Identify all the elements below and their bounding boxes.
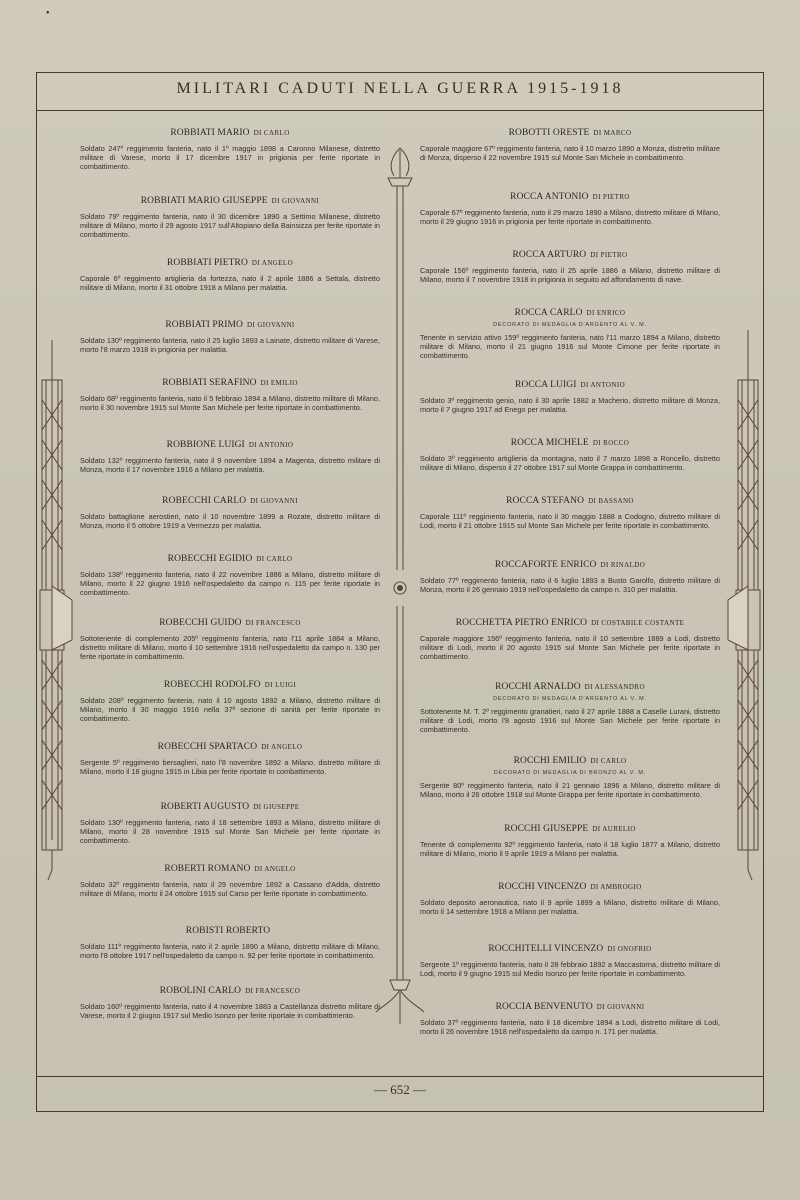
page-title: MILITARI CADUTI NELLA GUERRA 1915-1918 bbox=[176, 80, 624, 97]
casualty-record: Caporale 111º reggimento fanteria, nato il 30 maggio 1888 a Codogno, distretto militare di Lodi, morto il 21 ottobre 1915 sul Monte San Michele per ferite riportate in combattimento. bbox=[420, 512, 720, 531]
casualty-surname: ROBERTI AUGUSTO bbox=[160, 802, 250, 812]
casualty-patronymic: DI ANGELO bbox=[254, 865, 296, 873]
casualty-entry bbox=[420, 682, 720, 756]
casualty-record: Soldato 77º reggimento fanteria, nato il 6 luglio 1893 a Busto Garolfo, distretto militare di Monza, morto il 26 gennaio 1919 nell'ospedaletto da campo n. 310 per malattia. bbox=[420, 576, 720, 595]
casualty-surname: ROBBIATI MARIO bbox=[170, 128, 250, 138]
casualty-name bbox=[80, 680, 380, 690]
casualty-record: Soldato 130º reggimento fanteria, nato il 25 luglio 1893 a Lainate, distretto militare di Varese, morto l'8 marzo 1918 in prigionia per malattia. bbox=[80, 336, 380, 355]
casualty-patronymic: DI ROCCO bbox=[592, 439, 630, 447]
casualty-entry bbox=[80, 742, 380, 802]
casualty-patronymic: DI ENRICO bbox=[586, 309, 626, 317]
casualty-patronymic: DI ANTONIO bbox=[248, 441, 294, 449]
casualty-entry bbox=[80, 258, 380, 320]
casualty-name bbox=[420, 192, 720, 202]
casualty-entry bbox=[80, 554, 380, 618]
casualty-entry bbox=[420, 882, 720, 944]
casualty-entry bbox=[420, 380, 720, 438]
casualty-patronymic: DI GIOVANNI bbox=[596, 1003, 645, 1011]
casualty-record: Soldato 68º reggimento fanteria, nato il 5 febbraio 1894 a Milano, distretto militare di Milano, morto il 30 novembre 1915 sul Monte San Michele per ferite riportate in combattimento. bbox=[80, 394, 380, 413]
casualty-entry bbox=[80, 128, 380, 196]
casualty-entry bbox=[80, 986, 380, 1046]
casualty-entry bbox=[80, 320, 380, 378]
casualty-name bbox=[420, 824, 720, 834]
casualty-name bbox=[80, 440, 380, 450]
casualty-entry bbox=[420, 128, 720, 192]
casualty-entry bbox=[80, 864, 380, 926]
casualty-entry bbox=[80, 496, 380, 554]
casualty-record: Soldato 37º reggimento fanteria, nato il 18 dicembre 1894 a Lodi, distretto militare di Lodi, morto il 26 novembre 1918 nell'ospedaletto da campo n. 171 per malattia. bbox=[420, 1018, 720, 1037]
casualty-surname: ROBECCHI GUIDO bbox=[159, 618, 242, 628]
casualty-record: Sergente 1º reggimento fanteria, nato il 28 febbraio 1892 a Maccastorna, distretto militare di Lodi, morto il 9 giugno 1915 sul Medio Isonzo per ferite riportate in combattimento. bbox=[420, 960, 720, 979]
casualty-name bbox=[420, 308, 720, 318]
casualty-patronymic: DI RINALDO bbox=[600, 561, 646, 569]
casualty-surname: ROCCA CARLO bbox=[514, 308, 583, 318]
casualty-surname: ROCCIA BENVENUTO bbox=[495, 1002, 593, 1012]
casualty-surname: ROCCHETTA PIETRO ENRICO bbox=[455, 618, 588, 628]
casualty-record: Soldato 79º reggimento fanteria, nato il 30 dicembre 1890 a Settimo Milanese, distretto militare di Milano, morto il 29 agosto 1917 sull'Altopiano della Bainsizza per ferite riportate in combattimento. bbox=[80, 212, 380, 240]
casualty-name bbox=[420, 380, 720, 390]
casualty-record: Soldato 3º reggimento artiglieria da montagna, nato il 7 marzo 1898 a Roncello, distretto militare di Milano, disperso il 27 ottobre 1917 sul Monte Grappa in combattimento. bbox=[420, 454, 720, 473]
casualty-entry bbox=[420, 756, 720, 824]
casualty-surname: ROBBIATI MARIO GIUSEPPE bbox=[140, 196, 268, 206]
page-number: — 652 — bbox=[374, 1082, 426, 1097]
casualty-patronymic: DI FRANCESCO bbox=[245, 619, 301, 627]
casualty-name bbox=[420, 250, 720, 260]
casualty-name bbox=[80, 742, 380, 752]
casualty-patronymic: DI COSTABILE COSTANTE bbox=[591, 619, 685, 627]
casualty-record: Caporale 67º reggimento fanteria, nato il 29 marzo 1890 a Milano, distretto militare di Milano, morto il 29 giugno 1916 in prigionia per ferite riportate in combattimento. bbox=[420, 208, 720, 227]
casualty-patronymic: DI CARLO bbox=[256, 555, 293, 563]
casualty-patronymic: DI EMILIO bbox=[260, 379, 298, 387]
casualty-surname: ROBISTI ROBERTO bbox=[185, 926, 271, 936]
casualty-record: Sergente 80º reggimento fanteria, nato il 21 gennaio 1896 a Milano, distretto militare di Milano, morto il 26 ottobre 1918 sul Monte Grappa per ferite riportate in combattimento. bbox=[420, 781, 720, 800]
casualty-name bbox=[420, 128, 720, 138]
casualty-name bbox=[420, 1002, 720, 1012]
casualty-record: Soldato deposito aeronautica, nato il 9 aprile 1899 a Milano, distretto militare di Milano, morto il 14 settembre 1918 a Milano per malattia. bbox=[420, 898, 720, 917]
casualty-surname: ROCCHI GIUSEPPE bbox=[504, 824, 589, 834]
casualty-patronymic: DI CARLO bbox=[253, 129, 290, 137]
casualty-record: Caporale maggiore 67º reggimento fanteria, nato il 10 marzo 1890 a Monza, distretto militare di Monza, disperso il 22 novembre 1915 sul Monte San Michele in combattimento. bbox=[420, 144, 720, 163]
casualty-record: Soldato battaglione aerostieri, nato il 10 novembre 1899 a Rozate, distretto militare di Monza, morto il 5 ottobre 1919 a Vermezzo per malattia. bbox=[80, 512, 380, 531]
casualty-surname: ROCCHI ARNALDO bbox=[495, 682, 581, 692]
casualty-decoration: DECORATO DI MEDAGLIA D'ARGENTO AL V. M. bbox=[493, 322, 647, 328]
casualty-entry bbox=[420, 438, 720, 496]
casualty-record: Sergente 5º reggimento bersaglieri, nato l'8 novembre 1892 a Milano, distretto militare di Milano, morto il 18 giugno 1915 in Libia per ferite riportate in combattimento. bbox=[80, 758, 380, 777]
casualty-patronymic: DI GIOVANNI bbox=[247, 321, 295, 329]
casualty-entry bbox=[420, 496, 720, 560]
casualty-patronymic: DI CARLO bbox=[590, 757, 627, 765]
casualty-patronymic: DI GIOVANNI bbox=[271, 197, 320, 205]
casualty-entry bbox=[420, 824, 720, 882]
casualty-patronymic: DI ANTONIO bbox=[580, 381, 626, 389]
casualty-entry bbox=[420, 308, 720, 380]
casualty-patronymic: DI GIUSEPPE bbox=[253, 803, 300, 811]
casualty-record: Soldato 160º reggimento fanteria, nato il 4 novembre 1883 a Castellanza distretto militare di Varese, morto il 2 giugno 1917 sul Medio Isonzo per ferite riportate in combattimento. bbox=[80, 1002, 380, 1021]
casualty-surname: ROCCA ANTONIO bbox=[510, 192, 589, 202]
casualty-surname: ROBOTTI ORESTE bbox=[508, 128, 590, 138]
casualty-patronymic: DI ONOFRIO bbox=[607, 945, 652, 953]
casualty-decoration: DECORATO DI MEDAGLIA D'ARGENTO AL V. M. bbox=[493, 696, 647, 702]
casualty-record: Soldato 130º reggimento fanteria, nato il 18 settembre 1893 a Milano, distretto militare di Milano, morto il 28 novembre 1915 sul Monte San Michele per ferite riportate in combattimento. bbox=[80, 818, 380, 846]
casualty-name bbox=[80, 258, 380, 268]
casualty-entry bbox=[420, 250, 720, 308]
casualty-patronymic: DI GIOVANNI bbox=[250, 497, 298, 505]
casualty-name bbox=[80, 320, 380, 330]
casualty-entry bbox=[420, 560, 720, 618]
casualty-surname: ROBECCHI SPARTACO bbox=[157, 742, 258, 752]
casualty-record: Soldato 132º reggimento fanteria, nato il 9 novembre 1894 a Magenta, distretto militare di Monza, morto il 17 novembre 1916 a Milano per malattia. bbox=[80, 456, 380, 475]
casualty-patronymic: DI ANGELO bbox=[261, 743, 303, 751]
casualty-record: Sottotenente M. T. 2º reggimento granatieri, nato il 27 aprile 1888 a Caselle Lurani, distretto militare di Lodi, morto l'8 agosto 1916 sul Monte San Michele per ferite riportate in combattimento. bbox=[420, 707, 720, 735]
casualty-record: Sottotenente di complemento 205º reggimento fanteria, nato l'11 aprile 1884 a Milano, distretto militare di Milano, morto il 10 settembre 1916 nell'ospedaletto da campo n. 130 per ferite riportate in combattimento. bbox=[80, 634, 380, 662]
casualty-record: Soldato 208º reggimento fanteria, nato il 10 agosto 1892 a Milano, distretto militare di Milano, morto il 30 maggio 1916 nella 37ª sezione di sanità per ferite riportate in combattimento. bbox=[80, 696, 380, 724]
casualty-patronymic: DI FRANCESCO bbox=[245, 987, 301, 995]
casualty-entry bbox=[420, 944, 720, 1002]
casualty-surname: ROCCA STEFANO bbox=[506, 496, 585, 506]
casualty-record: Soldato 111º reggimento fanteria, nato il 2 aprile 1890 a Milano, distretto militare di Milano, morto l'8 ottobre 1917 nell'ospedaletto da campo n. 92 per ferite riportate in combattimento. bbox=[80, 942, 380, 961]
casualty-surname: ROCCHI VINCENZO bbox=[498, 882, 587, 892]
casualty-patronymic: DI AMBROGIO bbox=[590, 883, 642, 891]
casualty-surname: ROBECCHI RODOLFO bbox=[163, 680, 261, 690]
casualty-surname: ROBERTI ROMANO bbox=[164, 864, 251, 874]
casualty-name bbox=[420, 682, 720, 692]
casualty-record: Soldato 247º reggimento fanteria, nato il 1º maggio 1898 a Caronno Milanese, distretto militare di Varese, morto il 17 dicembre 1917 in prigionia per ferite riportate in combattimento. bbox=[80, 144, 380, 172]
casualty-entry bbox=[80, 196, 380, 258]
casualty-entry bbox=[80, 926, 380, 986]
casualty-surname: ROBECCHI EGIDIO bbox=[167, 554, 253, 564]
casualty-patronymic: DI ALESSANDRO bbox=[584, 683, 645, 691]
casualty-surname: ROCCHI EMILIO bbox=[513, 756, 587, 766]
casualty-surname: ROCCA LUIGI bbox=[514, 380, 577, 390]
casualty-surname: ROCCHITELLI VINCENZO bbox=[488, 944, 604, 954]
casualty-name bbox=[420, 944, 720, 954]
casualty-entry bbox=[420, 1002, 720, 1052]
casualty-patronymic: DI PIETRO bbox=[592, 193, 630, 201]
casualty-record: Caporale 156º reggimento fanteria, nato il 25 aprile 1886 a Milano, distretto militare di Milano, morto il 7 novembre 1918 in prigionia in seguito ad affondamento di nave. bbox=[420, 266, 720, 285]
casualty-record: Soldato 3º reggimento genio, nato il 30 aprile 1882 a Macherio, distretto militare di Monza, morto il 7 giugno 1917 ad Enego per malattia. bbox=[420, 396, 720, 415]
casualty-name bbox=[420, 438, 720, 448]
casualty-name bbox=[420, 756, 720, 766]
casualty-name bbox=[420, 882, 720, 892]
casualty-name bbox=[80, 802, 380, 812]
casualty-name bbox=[80, 196, 380, 206]
casualty-entry bbox=[80, 618, 380, 680]
casualty-entry bbox=[80, 802, 380, 864]
casualty-patronymic: DI BASSANO bbox=[588, 497, 634, 505]
casualty-name bbox=[420, 496, 720, 506]
casualty-name bbox=[80, 618, 380, 628]
casualty-surname: ROBBIATI PRIMO bbox=[165, 320, 244, 330]
casualty-name bbox=[80, 554, 380, 564]
casualty-surname: ROBBIONE LUIGI bbox=[166, 440, 245, 450]
casualty-patronymic: DI MARCO bbox=[593, 129, 632, 137]
casualty-surname: ROBBIATI SERAFINO bbox=[162, 378, 257, 388]
casualty-surname: ROBOLINI CARLO bbox=[159, 986, 242, 996]
casualty-name bbox=[80, 496, 380, 506]
casualty-surname: ROBECCHI CARLO bbox=[162, 496, 247, 506]
casualty-entry bbox=[80, 378, 380, 440]
scan-speck: • bbox=[46, 8, 50, 19]
title-divider bbox=[36, 110, 764, 111]
footer-divider bbox=[36, 1076, 764, 1077]
casualty-name bbox=[420, 618, 720, 628]
casualty-name bbox=[420, 560, 720, 570]
casualty-entry bbox=[80, 440, 380, 496]
casualty-record: Soldato 138º reggimento fanteria, nato il 22 novembre 1886 a Milano, distretto militare di Milano, morto il 22 giugno 1916 nell'ospedaletto da campo n. 115 per ferite riportate in combattimento. bbox=[80, 570, 380, 598]
casualty-record: Soldato 32º reggimento fanteria, nato il 29 novembre 1892 a Cassano d'Adda, distretto militare di Milano, morto il 24 ottobre 1915 sul Carso per ferite riportate in combattimento. bbox=[80, 880, 380, 899]
casualty-name bbox=[80, 378, 380, 388]
casualty-patronymic: DI AURELIO bbox=[592, 825, 636, 833]
casualty-name bbox=[80, 128, 380, 138]
casualty-name bbox=[80, 864, 380, 874]
casualty-entry bbox=[420, 618, 720, 682]
casualty-surname: ROCCAFORTE ENRICO bbox=[494, 560, 597, 570]
casualty-name bbox=[80, 986, 380, 996]
casualty-name bbox=[80, 926, 380, 936]
casualty-entry bbox=[420, 192, 720, 250]
right-column bbox=[420, 128, 720, 1052]
casualty-surname: ROCCA MICHELE bbox=[510, 438, 589, 448]
casualty-record: Tenente in servizio attivo 159º reggimento fanteria, nato l'11 marzo 1894 a Milano, distretto militare di Milano, morto il 21 giugno 1916 sul Monte Cimone per ferite riportate in combattimento. bbox=[420, 333, 720, 361]
casualty-patronymic: DI PIETRO bbox=[590, 251, 628, 259]
casualty-entry bbox=[80, 680, 380, 742]
casualty-record: Caporale 6º reggimento artiglieria da fortezza, nato il 2 aprile 1886 a Settala, distretto militare di Milano, morto il 31 ottobre 1918 a Milano per malattia. bbox=[80, 274, 380, 293]
casualty-surname: ROCCA ARTURO bbox=[512, 250, 587, 260]
casualty-patronymic: DI LUIGI bbox=[264, 681, 297, 689]
casualty-surname: ROBBIATI PIETRO bbox=[166, 258, 248, 268]
left-column bbox=[80, 128, 380, 1046]
casualty-record: Caporale maggiore 156º reggimento fanteria, nato il 10 settembre 1889 a Lodi, distretto militare di Lodi, morto il 20 agosto 1915 sul Monte San Michele per ferite riportate in combattimento. bbox=[420, 634, 720, 662]
casualty-record: Tenente di complemento 92º reggimento fanteria, nato il 18 luglio 1877 a Milano, distretto militare di Milano, morto il 9 aprile 1919 a Milano per malattia. bbox=[420, 840, 720, 859]
casualty-patronymic: DI ANGELO bbox=[251, 259, 294, 267]
casualty-decoration: DECORATO DI MEDAGLIA DI BRONZO AL V. M. bbox=[493, 770, 647, 776]
